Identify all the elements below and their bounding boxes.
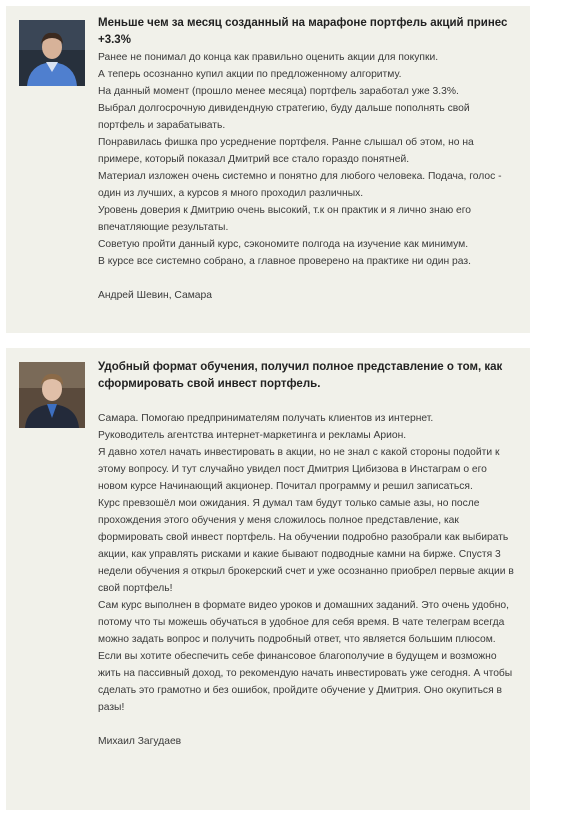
review-paragraph: Выбрал долгосрочную дивидендную стратегию, буду дальше пополнять свой портфель и зарабатывать. [98, 103, 470, 131]
review-paragraph: В курсе все системно собрано, а главное проверено на практике ни один раз. [98, 256, 471, 267]
review-body [98, 410, 518, 716]
review-title: Меньше чем за месяц созданный на марафоне портфель акций принес +3.3% [98, 17, 508, 46]
review-body [98, 49, 518, 270]
review-card [6, 6, 530, 333]
avatar-photo-icon [19, 362, 85, 428]
review-author: Андрей Шевин, Самара [98, 290, 212, 301]
review-paragraph: Советую пройти данный курс, сэкономите полгода на изучение как минимум. [98, 239, 469, 250]
review-paragraph: Руководитель агентства интернет-маркетинга и рекламы Арион. [98, 430, 407, 441]
review-paragraph: Если вы хотите обеспечить себе финансовое благополучие в будущем и возможно жить на пассивный доход, то рекомендую начать инвестировать уже сегодня. А чтобы сделать это грамотно и без ошибок, пройдите обучение у Дмитрия. Оно окупиться в разы! [98, 651, 513, 713]
review-paragraph: Материал изложен очень системно и понятно для любого человека. Подача, голос - один из лучших, а курсов я много проходил различных. [98, 171, 502, 199]
review-paragraph: Самара. Помогаю предпринимателям получать клиентов из интернет. [98, 413, 434, 424]
review-paragraph: Я давно хотел начать инвестировать в акции, но не знал с какой стороны подойти к этому вопросу. И тут случайно увидел пост Дмитрия Цибизова в Инстаграм о его новом курсе Начинающий акционер. Почитал программу и решил записаться. [98, 447, 500, 492]
review-paragraph: Сам курс выполнен в формате видео уроков и домашних заданий. Это очень удобно, потому что ты можешь обучаться в удобное для себя время. В чате телеграм всегда можно задать вопрос и получить подробный ответ, что является большим плюсом. [98, 600, 510, 645]
avatar-photo-icon [19, 20, 85, 86]
avatar [19, 362, 85, 428]
review-paragraph: На данный момент (прошло менее месяца) портфель заработал уже 3.3%. [98, 86, 459, 97]
review-card [6, 348, 530, 810]
review-paragraph: Понравилась фишка про усреднение портфеля. Ранне слышал об этом, но на примере, который показал Дмитрий все стало гораздо понятней. [98, 137, 474, 165]
review-paragraph: А теперь осознанно купил акции по предложенному алгоритму. [98, 69, 402, 80]
review-paragraph: Ранее не понимал до конца как правильно оценить акции для покупки. [98, 52, 439, 63]
review-paragraph: Уровень доверия к Дмитрию очень высокий, т.к он практик и я лично знаю его впечатляющие результаты. [98, 205, 472, 233]
review-paragraph: Курс превзошёл мои ожидания. Я думал там будут только самые азы, но после прохождения этого обучения у меня сложилось полное представление, как формировать свой инвест портфель. На обучении подробно разобрали как выбирать акции, как управлять рисками и какие бывают подводные камни на бирже. Спустя 3 недели обучения я открыл брокерский счет и уже осознанно приобрел первые акции в свой портфель! [98, 498, 514, 594]
review-title: Удобный формат обучения, получил полное представление о том, как сформировать свой инвест портфель. [98, 361, 503, 390]
avatar [19, 20, 85, 86]
review-author: Михаил Загудаев [98, 736, 182, 747]
